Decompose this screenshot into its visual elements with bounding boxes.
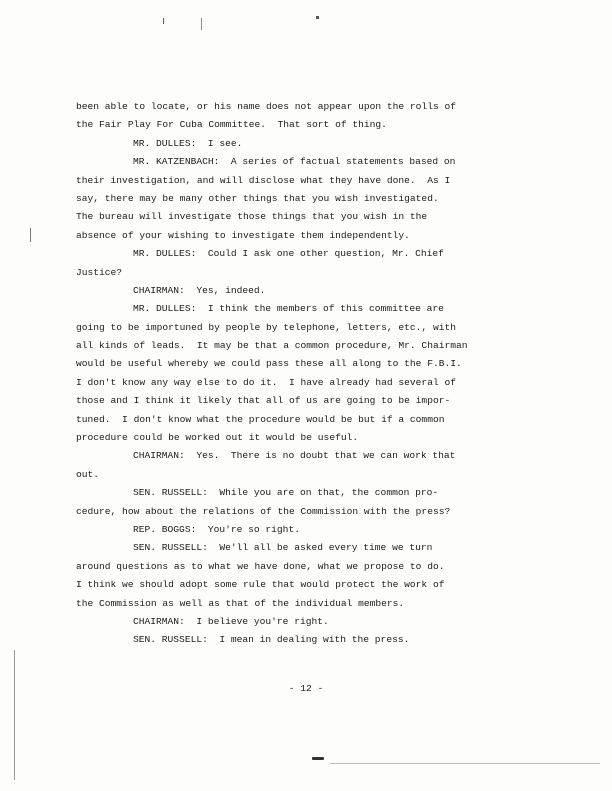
transcript-line: SEN. RUSSELL: While you are on that, the common pro-: [133, 487, 439, 499]
transcript-line: MR. DULLES: I think the members of this committee are: [133, 303, 444, 315]
transcript-line: SEN. RUSSELL: We'll all be asked every time we turn: [133, 542, 433, 554]
scan-speck: [316, 16, 319, 19]
transcript-line: CHAIRMAN: Yes. There is no doubt that we can work that: [133, 450, 456, 462]
scan-bottom-line: [330, 763, 600, 764]
transcript-line: Justice?: [76, 266, 123, 278]
transcript-line: MR. DULLES: I see.: [133, 137, 243, 149]
transcript-line: their investigation, and will disclose what they have done. As I: [76, 174, 451, 186]
transcript-line: cedure, how about the relations of the Commission with the press?: [76, 505, 451, 517]
scan-smudge: [312, 757, 324, 760]
transcript-line: say, there may be many other things that you wish investigated.: [76, 192, 439, 204]
transcript-line: tuned. I don't know what the procedure would be but if a common: [76, 413, 445, 425]
transcript-line: would be useful whereby we could pass these all along to the F.B.I.: [76, 358, 462, 370]
transcript-line: out.: [76, 468, 100, 480]
transcript-line: procedure could be worked out it would be useful.: [76, 432, 359, 444]
transcript-line: CHAIRMAN: Yes, indeed.: [133, 284, 266, 296]
transcript-line: the Commission as well as that of the individual members.: [76, 597, 405, 609]
transcript-line: The bureau will investigate those things that you wish in the: [76, 211, 428, 223]
transcript-line: around questions as to what we have done, what we propose to do.: [76, 560, 445, 572]
scan-speck: [163, 18, 164, 24]
transcript-line: absence of your wishing to investigate them independently.: [76, 229, 410, 241]
transcript-line: SEN. RUSSELL: I mean in dealing with the press.: [133, 634, 410, 646]
transcript-line: the Fair Play For Cuba Committee. That sort of thing.: [76, 119, 387, 131]
page-number: - 12 -: [288, 683, 324, 694]
transcript-line: all kinds of leads. It may be that a common procedure, Mr. Chairman: [76, 340, 468, 352]
transcript-line: I don't know any way else to do it. I have already had several of: [76, 376, 456, 388]
scan-edge-mark: [30, 228, 31, 242]
transcript-line: CHAIRMAN: I believe you're right.: [133, 615, 329, 627]
scan-speck: [201, 18, 202, 30]
transcript-line: I think we should adopt some rule that would protect the work of: [76, 579, 445, 591]
transcript-line: going to be importuned by people by telephone, letters, etc., with: [76, 321, 456, 333]
scan-edge-line: [14, 650, 15, 780]
transcript-line: MR. DULLES: Could I ask one other question, Mr. Chief: [133, 248, 444, 260]
transcript-line: MR. KATZENBACH: A series of factual statements based on: [133, 156, 456, 168]
transcript-line: REP. BOGGS: You're so right.: [133, 523, 300, 535]
transcript-line: been able to locate, or his name does not appear upon the rolls of: [76, 101, 456, 112]
transcript-line: those and I think it likely that all of us are going to be impor-: [76, 395, 451, 407]
transcript-text: [76, 98, 556, 650]
